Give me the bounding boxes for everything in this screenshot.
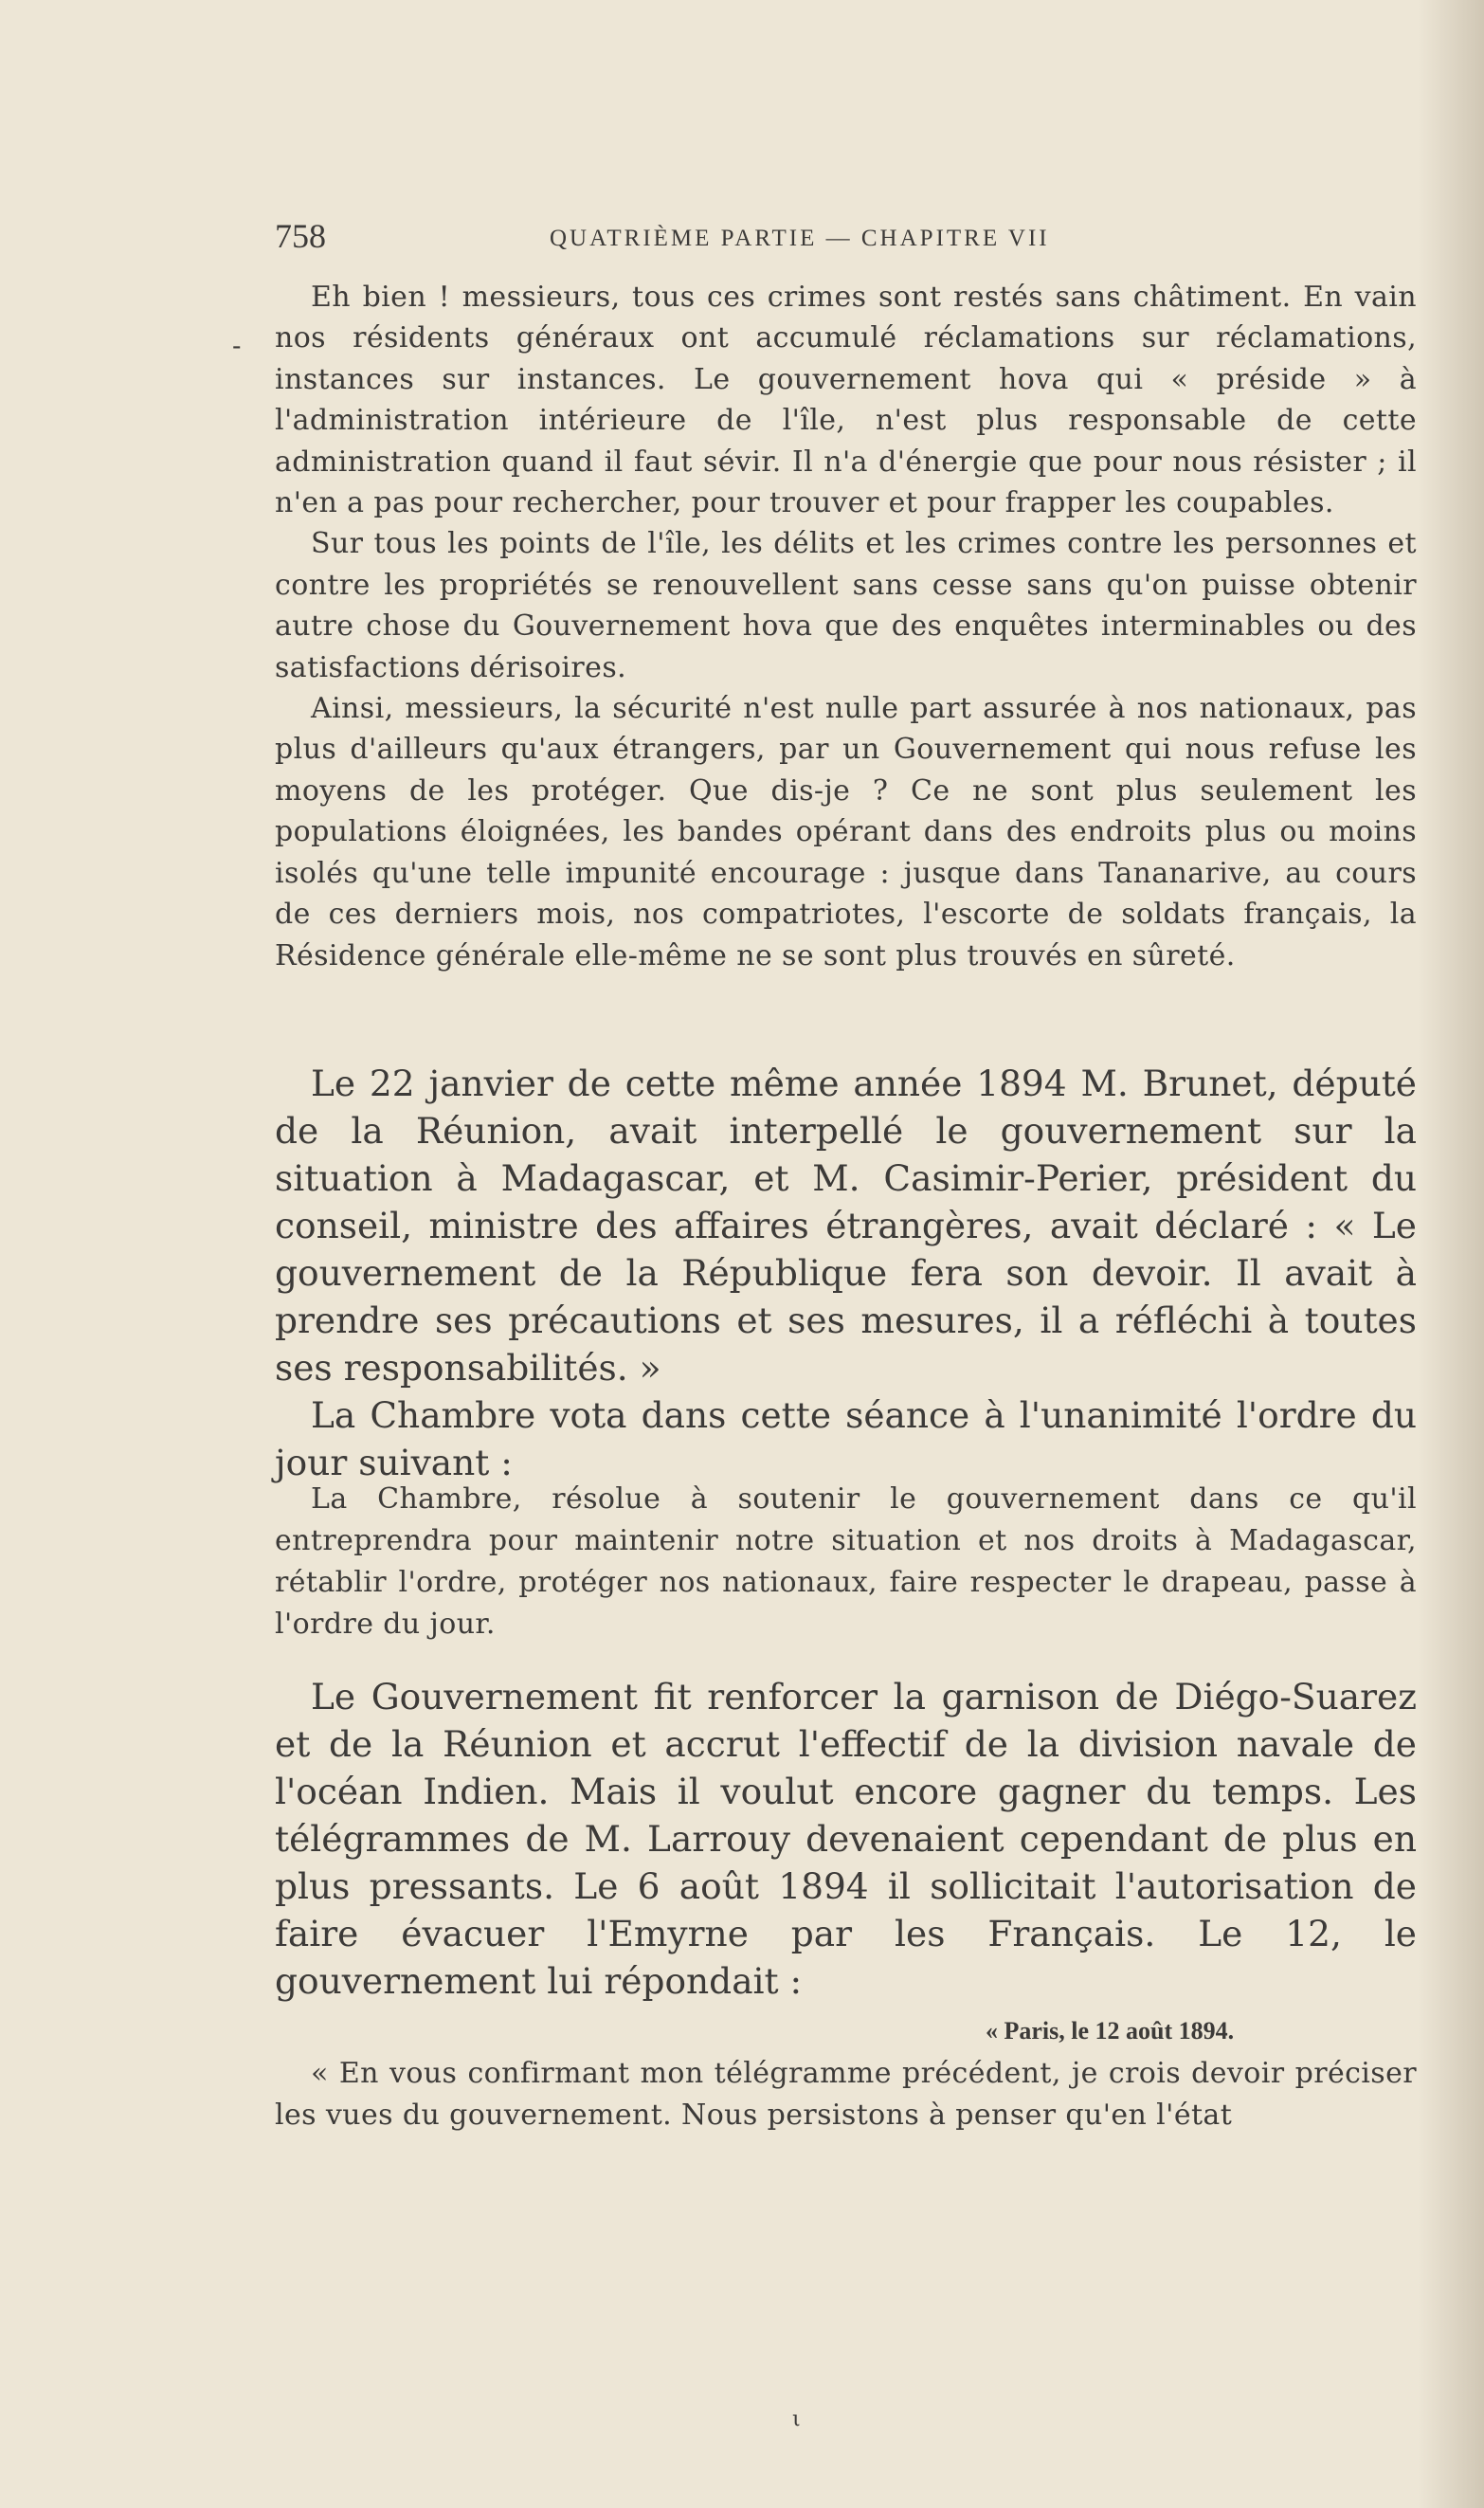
order-of-the-day (275, 1479, 1417, 1645)
page-edge-shadow (1418, 0, 1484, 2508)
telegram-body (275, 2053, 1417, 2136)
paragraph: Le Gouvernement fit renforcer la garnison de Diégo-Suarez et de la Réunion et accrut l'effectif de la division navale de l'océan Indien. Mais il voulut encore gagner du temps. Les télégrammes de M. Larrouy devenaient cependant de plus en plus pressants. Le 6 août 1894 il sollicitait l'autorisation de faire évacuer l'Emyrne par les Français. Le 12, le gouvernement lui répondait : (275, 1676, 1417, 2002)
paragraph: Sur tous les points de l'île, les délits et les crimes contre les personnes et contre les propriétés se renouvellent sans cesse sans qu'on puisse obtenir autre chose du Gouvernement hova que des enquêtes interminables ou des satisfactions dérisoires. (275, 527, 1417, 684)
page-number: 758 (275, 217, 326, 255)
paragraph: La Chambre vota dans cette séance à l'unanimité l'ordre du jour suivant : (275, 1394, 1417, 1483)
telegram-dateline: « Paris, le 12 août 1894. (986, 2017, 1235, 2045)
page-header (275, 216, 1365, 264)
footer-mark: ι (792, 2408, 801, 2431)
margin-mark: - (232, 330, 242, 361)
running-head: QUATRIÈME PARTIE — CHAPITRE VII (550, 226, 1050, 251)
narrative-section-2 (275, 1673, 1417, 2005)
paragraph: Ainsi, messieurs, la sécurité n'est nulle part assurée à nos nationaux, pas plus d'ailleurs qu'aux étrangers, par un Gouvernement qui nous refuse les moyens de les protéger. Que dis-je ? Ce ne sont plus seulement les populations éloignées, les bandes opérant dans des endroits plus ou moins isolés qu'une telle impunité encourage : jusque dans Tananarive, au cours de ces derniers mois, nos compatriotes, l'escorte de soldats français, la Résidence générale elle-même ne se sont plus trouvés en sûreté. (275, 692, 1417, 972)
narrative-section (275, 1060, 1417, 1486)
speech-quotation (275, 277, 1417, 976)
telegram-text: « En vous confirmant mon télégramme précédent, je crois devoir préciser les vues du gouvernement. Nous persistons à penser qu'en l'état (275, 2057, 1417, 2132)
order-of-day-text: La Chambre, résolue à soutenir le gouvernement dans ce qu'il entreprendra pour maintenir notre situation et nos droits à Madagascar, rétablir l'ordre, protéger nos nationaux, faire respecter le drapeau, passe à l'ordre du jour. (275, 1482, 1417, 1641)
paragraph: Le 22 janvier de cette même année 1894 M. Brunet, député de la Réunion, avait interpellé le gouvernement sur la situation à Madagascar, et M. Casimir-Perier, président du conseil, ministre des affaires étrangères, avait déclaré : « Le gouvernement de la République fera son devoir. Il avait à prendre ses précautions et ses mesures, il a réfléchi à toutes ses responsabilités. » (275, 1063, 1417, 1389)
paragraph: Eh bien ! messieurs, tous ces crimes sont restés sans châtiment. En vain nos résidents généraux ont accumulé réclamations sur réclamations, instances sur instances. Le gouvernement hova qui « préside » à l'administration intérieure de l'île, n'est plus responsable de cette administration quand il faut sévir. Il n'a d'énergie que pour nous résister ; il n'en a pas pour rechercher, pour trouver et pour frapper les coupables. (275, 281, 1417, 520)
